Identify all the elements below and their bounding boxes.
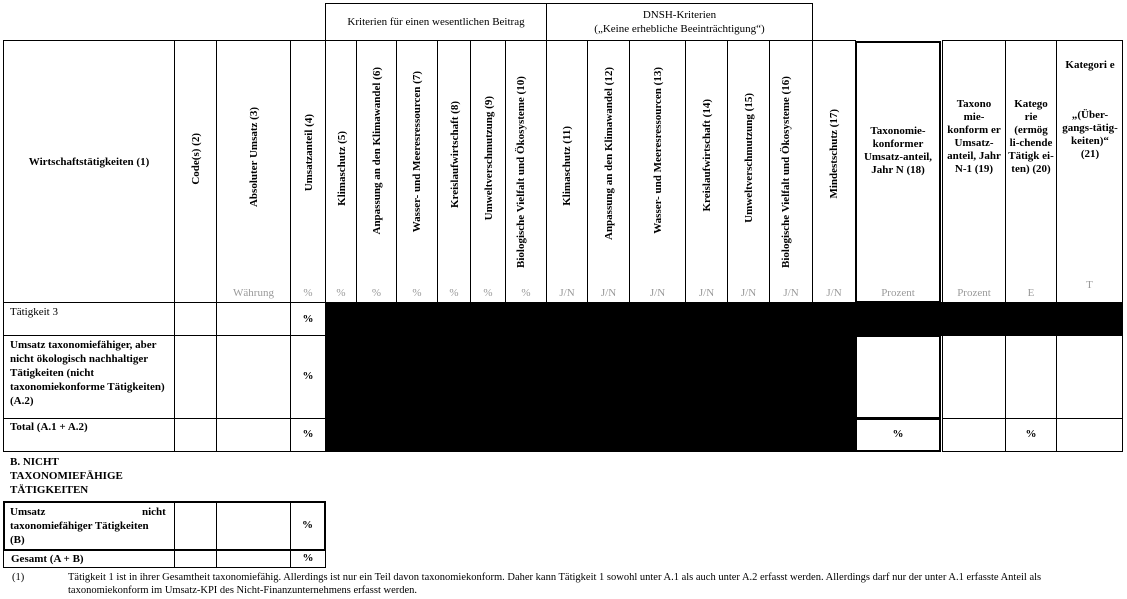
dnsh-label-line1: DNSH-Kriterien: [642, 9, 717, 21]
header-c10: [505, 40, 547, 303]
row-activity3-name-cell: [3, 302, 175, 336]
row-a2-pct: %: [302, 370, 314, 382]
substantial-contribution-label: Kriterien für einen wesentlichen Beitrag: [347, 16, 525, 28]
row-activity3-blackout: [325, 302, 1123, 336]
row-grand-total-name-cell: [3, 550, 175, 568]
row-activity3-label: Tätigkeit 3: [10, 306, 58, 318]
unit-c16: J/N: [783, 287, 799, 299]
header-c11: [546, 40, 588, 303]
header-c16-label: Biologische Vielfalt und Ökosysteme (16): [780, 76, 792, 268]
row-a2-label: Umsatz taxonomiefähiger, aber nicht ökologisch nachhaltiger Tätigkeiten (nicht taxonomiekonforme Tätigkeiten) (A.2): [10, 339, 165, 407]
row-total-a-code-cell: [174, 418, 217, 452]
unit-c6: %: [371, 287, 382, 299]
header-c21-label-b: „(Über-gangs-tätig-keiten)“ (21): [1062, 109, 1118, 160]
unit-c19: Prozent: [957, 287, 991, 299]
row-activity3-absolute-cell: [216, 302, 291, 336]
header-c8-label: Kreislaufwirtschaft (8): [449, 101, 461, 209]
row-total-a-c21-cell: [1056, 418, 1123, 452]
header-absolute-label: Absoluter Umsatz (3): [248, 107, 260, 208]
row-b-label-3: (B): [10, 534, 25, 546]
header-c13-label: Wasser- und Meeresressourcen (13): [652, 67, 664, 234]
row-b-label-2: taxonomiefähiger Tätigkeiten: [10, 520, 149, 532]
unit-c20: E: [1027, 287, 1035, 299]
header-c7-label: Wasser- und Meeresressourcen (7): [411, 71, 423, 233]
header-c15-label: Umweltverschmutzung (15): [743, 93, 755, 223]
row-a2-c19-cell: [942, 335, 1006, 419]
header-c20-label: Katego rie (ermög li-chende Tätigk ei-ten) (20): [1008, 98, 1054, 175]
dnsh-group-header: [546, 3, 813, 41]
unit-c13: J/N: [649, 287, 666, 299]
header-c17-label: Mindestschutz (17): [828, 109, 840, 199]
row-a2-c20-cell: [1005, 335, 1057, 419]
header-c5: [325, 40, 357, 303]
header-share-label: Umsatzanteil (4): [303, 114, 315, 192]
row-grand-total-absolute-cell: [216, 550, 291, 568]
row-a2-absolute-cell: [216, 335, 291, 419]
row-activity3-code-cell: [174, 302, 217, 336]
row-b-pct: %: [302, 519, 313, 531]
header-c10-label: Biologische Vielfalt und Ökosysteme (10): [515, 76, 527, 268]
row-total-a-c19-cell: [942, 418, 1006, 452]
unit-c7: %: [412, 287, 422, 299]
row-a2-share-cell: [290, 335, 326, 419]
row-activity3-pct: %: [302, 313, 314, 325]
header-activities: [3, 40, 175, 303]
header-codes: [174, 40, 217, 303]
row-grand-total-label: Gesamt (A + B): [11, 553, 84, 565]
row-total-a-name-cell: [3, 418, 175, 452]
row-a2-c21-cell: [1056, 335, 1123, 419]
header-c18-label: Taxonomie-konformer Umsatz-anteil, Jahr N (18): [863, 125, 933, 176]
row-total-a-share-cell: [290, 418, 326, 452]
header-c21-label-a: Kategori e: [1065, 59, 1115, 71]
header-c11-label: Klimaschutz (11): [561, 126, 573, 206]
row-a2-blackout: [325, 335, 856, 419]
header-c14-label: Kreislaufwirtschaft (14): [701, 99, 713, 212]
header-absolute-turnover: [216, 40, 291, 303]
header-c6: [356, 40, 397, 303]
row-a2-c18-cell: [855, 335, 941, 419]
unit-currency: Währung: [233, 287, 274, 299]
row-grand-total-pct: %: [302, 552, 314, 564]
row-b-label-1b: nicht: [142, 506, 166, 518]
header-c9: [470, 40, 506, 303]
header-c12: [587, 40, 630, 303]
unit-c21: T: [1086, 279, 1093, 291]
unit-c17: J/N: [826, 287, 842, 299]
header-c7: [396, 40, 438, 303]
unit-c11: J/N: [559, 287, 575, 299]
row-total-a-pct: %: [302, 428, 314, 440]
header-codes-label: Code(s) (2): [190, 133, 202, 185]
header-c18: [855, 41, 941, 303]
header-c16: [769, 40, 813, 303]
row-b-absolute-cell: [216, 502, 291, 550]
unit-c14: J/N: [698, 287, 715, 299]
row-total-a-label: Total (A.1 + A.2): [10, 421, 88, 433]
header-c14: [685, 40, 728, 303]
row-grand-total-share-cell: [290, 550, 326, 568]
substantial-contribution-group-header: [325, 3, 547, 41]
header-c6-label: Anpassung an den Klimawandel (6): [371, 67, 383, 235]
unit-c18: Prozent: [881, 287, 915, 299]
unit-c8: %: [449, 287, 459, 299]
row-b-share-cell: [290, 502, 325, 550]
row-activity3-share-cell: [290, 302, 326, 336]
row-total-a-c20-cell: [1005, 418, 1057, 452]
header-c19-label: Taxono mie-konform er Umsatz-anteil, Jahr N-1 (19): [947, 98, 1001, 175]
section-b-heading: B. NICHT TAXONOMIEFÄHIGE TÄTIGKEITEN: [10, 456, 123, 496]
header-c9-label: Umweltverschmutzung (9): [483, 96, 495, 221]
header-c15: [727, 40, 770, 303]
row-a2-name-cell: [3, 335, 175, 419]
row-total-a-c18-cell: [855, 418, 941, 452]
footnote-marker: (1): [12, 572, 25, 583]
unit-c10: %: [521, 287, 531, 299]
header-c21: [1056, 40, 1123, 303]
unit-c12: J/N: [600, 287, 617, 299]
row-grand-total-code-cell: [174, 550, 217, 568]
row-b-code-cell: [174, 502, 217, 550]
row-a2-code-cell: [174, 335, 217, 419]
unit-c9: %: [483, 287, 493, 299]
row-total-a-absolute-cell: [216, 418, 291, 452]
row-total-a-c20-pct: %: [1025, 428, 1037, 440]
header-c5-label: Klimaschutz (5): [336, 131, 348, 206]
unit-share: %: [303, 287, 313, 299]
header-c13: [629, 40, 686, 303]
header-c20: [1005, 40, 1057, 303]
row-b-label-1a: Umsatz: [10, 506, 46, 518]
header-activities-label: Wirtschaftstätigkeiten (1): [28, 156, 150, 168]
unit-c15: J/N: [740, 287, 757, 299]
header-c12-label: Anpassung an den Klimawandel (12): [603, 67, 615, 240]
header-c17: [812, 40, 856, 303]
row-total-a-c18-pct: %: [892, 428, 904, 440]
header-c19: [942, 40, 1006, 303]
row-total-a-blackout: [325, 418, 856, 452]
footnote-text: Tätigkeit 1 ist in ihrer Gesamtheit taxonomiefähig. Allerdings ist nur ein Teil davon taxonomiekonform. Daher kann Tätigkeit 1 sowohl unter A.1 als auch unter A.2 erfasst werden. Allerdings darf nur der unter A.1 erfasste Anteil als taxonomiekonform im Umsatz-KPI des Nicht-Finanzunternehmens erfasst werden.: [68, 572, 1042, 596]
unit-c5: %: [336, 287, 346, 299]
header-turnover-share: [290, 40, 326, 303]
header-c8: [437, 40, 471, 303]
dnsh-label-line2: („Keine erhebliche Beeinträchtigung“): [594, 23, 765, 35]
